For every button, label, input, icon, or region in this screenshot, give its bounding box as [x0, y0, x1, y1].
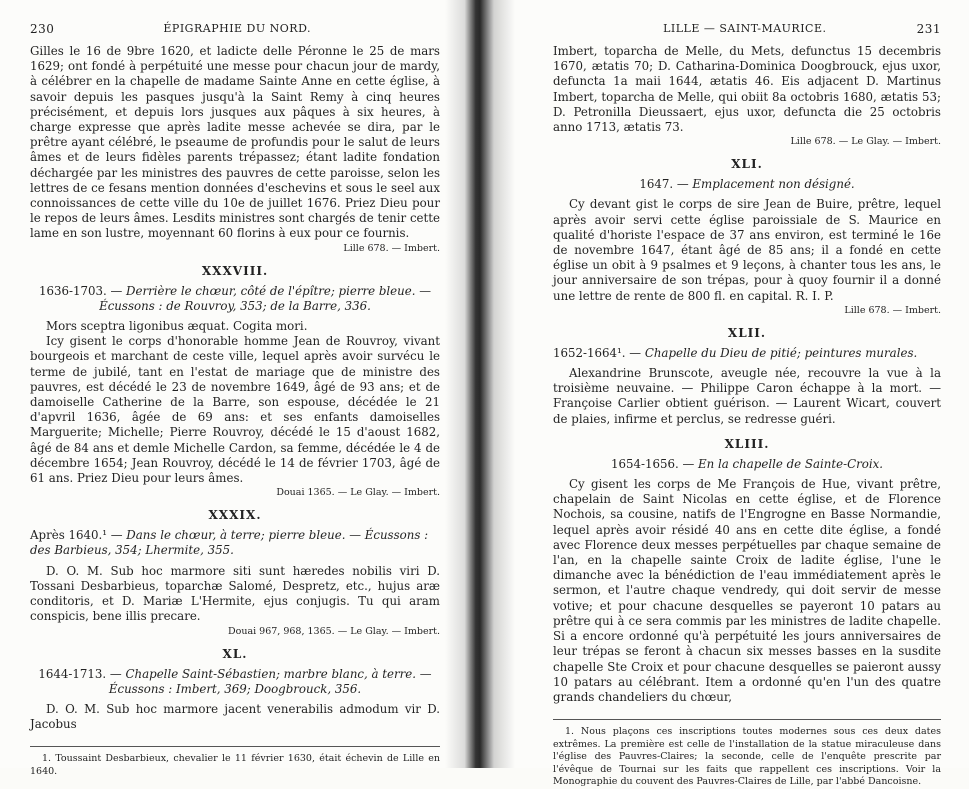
left-running-title: ÉPIGRAPHIE DU NORD. [163, 22, 311, 35]
entry-date: 1647. [639, 177, 674, 192]
entry-body-line: D. O. M. Sub hoc marmore siti sunt hæredes nobilis viri D. Tossani Desbarbieus, toparchæ Salomé, Despretz, etc., hujus aræ conditoris, et D. Mariæ L'Hermite, ejus conjugis. Tu qui aram conspicis, bene illis precare. [30, 563, 440, 624]
footnote-rule [553, 719, 941, 720]
left-footnote: 1. Toussaint Desbarbieux, chevalier le 11 février 1630, était échevin de Lille en 1640. [30, 753, 440, 777]
left-continuation-text: Gilles le 16 de 9bre 1620, et ladicte delle Péronne le 25 de mars 1629; ont fondé à perpétuité une messe pour chacun jour de mardy, à célébrer en la chapelle de madame Sainte Anne en cette église, à savoir depuis les pasques jusqu'à la Saint Remy à cinq heures précisément, et depuis lors jusques aux pâques à six heures, à charge expresse que après ladite messe achevée se dira, par le prêtre ayant célébré, le pseaume de profundis pour le salut de leurs âmes et de leurs fidèles parents trépassez; étant ladite fondation déchargée par les ministres des pauvres de cette paroisse, selon les lettres de ce fesans mention données d'eschevins et sous le seel aux connoissances de cette ville du 10e de juillet 1676. Priez Dieu pour le repos de leurs âmes. Lesdits ministres sont chargés de tenir cette lame en son lustre, moyennant 60 florins à eux pour ce fournis. [30, 44, 440, 241]
entry-number-xxxix: XXXIX. [208, 508, 262, 523]
entry-body-line: Cy devant gist le corps de sire Jean de Buire, prêtre, lequel après avoir servi cette église paroissiale de S. Maurice en qualité d'horiste l'espace de 37 ans environ, est terminé le 16e de novembre 1647, étant âgé de 85 ans; il a fondé en cette église un obit à 9 psalmes et 9 leçons, à chanter tous les ans, le jour anniversaire de son trépas, pour à quoy fournir il a donné une lettre de rente de 800 fl. en capital. R. I. P. [553, 197, 941, 303]
entry-date: Après 1640.¹ [30, 528, 107, 543]
entry-header-xlii: 1652-1664¹. — Chapelle du Dieu de pitié; peintures murales. [553, 345, 918, 360]
right-running-title: LILLE — SAINT-MAURICE. [663, 22, 827, 35]
entry-number-xxxviii: XXXVIII. [201, 263, 269, 278]
entry-body-line: Alexandrine Brunscote, aveugle née, recouvre la vue à la troisième neuvaine. — Philippe Caron échappe à la mort. — Françoise Carlier obtient guérison. — Laurent Wicart, couvert de plaies, infirme et perclus, se redresse guéri. [553, 366, 941, 426]
entry-date: 1654-1656. [610, 456, 679, 471]
entry-location: En la chapelle de Sainte-Croix. [698, 456, 884, 471]
entry-header-xliii: 1654-1656. — En la chapelle de Sainte-Croix. [610, 456, 884, 471]
right-continuation-source: Lille 678. — Le Glay. — Imbert. [790, 136, 941, 148]
entry-location: Chapelle du Dieu de pitié; peintures murales. [644, 345, 918, 360]
entry-source: Douai 967, 968, 1365. — Le Glay. — Imbert. [227, 625, 440, 637]
right-page-number: 231 [916, 22, 941, 36]
entry-source: Douai 1365. — Le Glay. — Imbert. [276, 487, 440, 499]
entry-number-xlii: XLII. [727, 325, 767, 340]
right-running-head [553, 22, 941, 36]
entry-date: 1652-1664¹. [553, 345, 626, 360]
entry-body-line: Icy gisent le corps d'honorable homme Jean de Rouvroy, vivant bourgeois et marchant de ceste ville, lequel après avoir survécu le terme de jubilé, tant en l'estat de mariage que de ministre des pauvres, est décédé le 23 de novembre 1649, âgé de 93 ans; et de damoiselle Catherine de la Barre, son espouse, décédée le 21 d'apvril 1636, âgée de 69 ans: et ses enfants damoiselles Marguerite; Michelle; Pierre Rouvroy, décédé le 15 d'aoust 1682, âgé de 84 ans et demle Michelle Cardon, sa femme, décédée le 4 de décembre 1654; Jean Rouvroy, décédé le 14 de février 1703, âgé de 61 ans. Priez Dieu pour leurs âmes. [30, 334, 440, 486]
entry-header-xli: 1647. — Emplacement non désigné. [639, 177, 855, 192]
entry-number-xliii: XLIII. [724, 436, 770, 451]
entry-number-xl: XL. [222, 646, 248, 661]
entry-location: Derrière le chœur, côté de l'épître; pierre bleue. — Écussons : de Rouvroy, 353; de la Barre, 336. [99, 283, 432, 313]
right-footnote: 1. Nous plaçons ces inscriptions toutes modernes sous ces deux dates extrêmes. La première est celle de l'installation de la statue miraculeuse dans l'église des Pauvres-Claires; la seconde, celle de l'enquête prescrite par l'évêque de Tournai sur les faits que rappellent ces inscriptions. Voir la Monographie du couvent des Pauvres-Claires de Lille, par l'abbé Dancoisne. [553, 726, 941, 788]
left-page [0, 0, 460, 777]
left-continuation-source: Lille 678. — Imbert. [343, 242, 440, 254]
entry-body-line: Cy gisent les corps de Me François de Hue, vivant prêtre, chapelain de Saint Nicolas en cette église, et de Florence Nochois, sa cousine, natifs de l'Engrogne en Basse Normandie, lequel après avoir résidé 40 ans en cette dite église, a fondé avec Florence deux messes perpétuelles par chaque semaine de l'an, en la chapelle sainte Croix de ladite église, l'une le dimanche avec la bénédiction de l'eau immédiatement après le sermon, et l'autre chaque vendredy, qui doit servir de messe votive; et pour chacune desquelles se payeront 10 patars au prêtre qui à ce sera commis par les ministres de ladite chapelle. Si a encore ordonné qu'à perpétuité les jours anniversaires de leur trépas se feront à chacun six messes basses en la susdite chapelle Ste Croix et pour chacune desquelles se paieront aussy 10 patars au célébrant. Item a ordonné qu'en l'un des quatre grands chandeliers du chœur, [553, 477, 941, 704]
entry-body-line: D. O. M. Sub hoc marmore jacent venerabilis admodum vir D. Jacobus [30, 701, 440, 732]
entry-header-xxxix: Après 1640.¹ — Dans le chœur, à terre; pierre bleue. — Écussons : des Barbieus, 354; Lhermite, 355. [30, 528, 429, 558]
footnote-rule [30, 746, 440, 747]
left-running-head [30, 22, 440, 36]
entry-location: Chapelle Saint-Sébastien; marbre blanc, à terre. — Écussons : Imbert, 369; Doogbrouck, 356. [108, 666, 432, 696]
entry-header-xl: 1644-1713. — Chapelle Saint-Sébastien; marbre blanc, à terre. — Écussons : Imbert, 369; Doogbrouck, 356. [38, 666, 432, 696]
entry-source: Lille 678. — Imbert. [844, 304, 941, 316]
entry-location: Emplacement non désigné. [692, 177, 855, 192]
entry-location: Dans le chœur, à terre; pierre bleue. — Écussons : des Barbieus, 354; Lhermite, 355. [30, 528, 429, 558]
entry-date: 1636-1703. [38, 283, 107, 298]
right-page [505, 0, 969, 788]
entry-number-xli: XLI. [731, 157, 763, 172]
entry-header-xxxviii: 1636-1703. — Derrière le chœur, côté de l'épître; pierre bleue. — Écussons : de Rouvroy, 353; de la Barre, 336. [38, 283, 432, 313]
right-continuation-text: Imbert, toparcha de Melle, du Mets, defunctus 15 decembris 1670, ætatis 70; D. Catharina-Dominica Doogbrouck, ejus uxor, defuncta 1a maii 1644, ætatis 46. Eis adjacent D. Martinus Imbert, toparcha de Melle, qui obiit 8a octobris 1680, ætatis 53; D. Petronilla Dieussaert, ejus uxor, defuncta die 25 octobris anno 1713, ætatis 73. [553, 44, 941, 135]
entry-body-line: Mors sceptra ligonibus æquat. Cogita mori. [46, 319, 308, 334]
entry-date: 1644-1713. [38, 666, 107, 681]
left-page-number: 230 [30, 22, 55, 36]
